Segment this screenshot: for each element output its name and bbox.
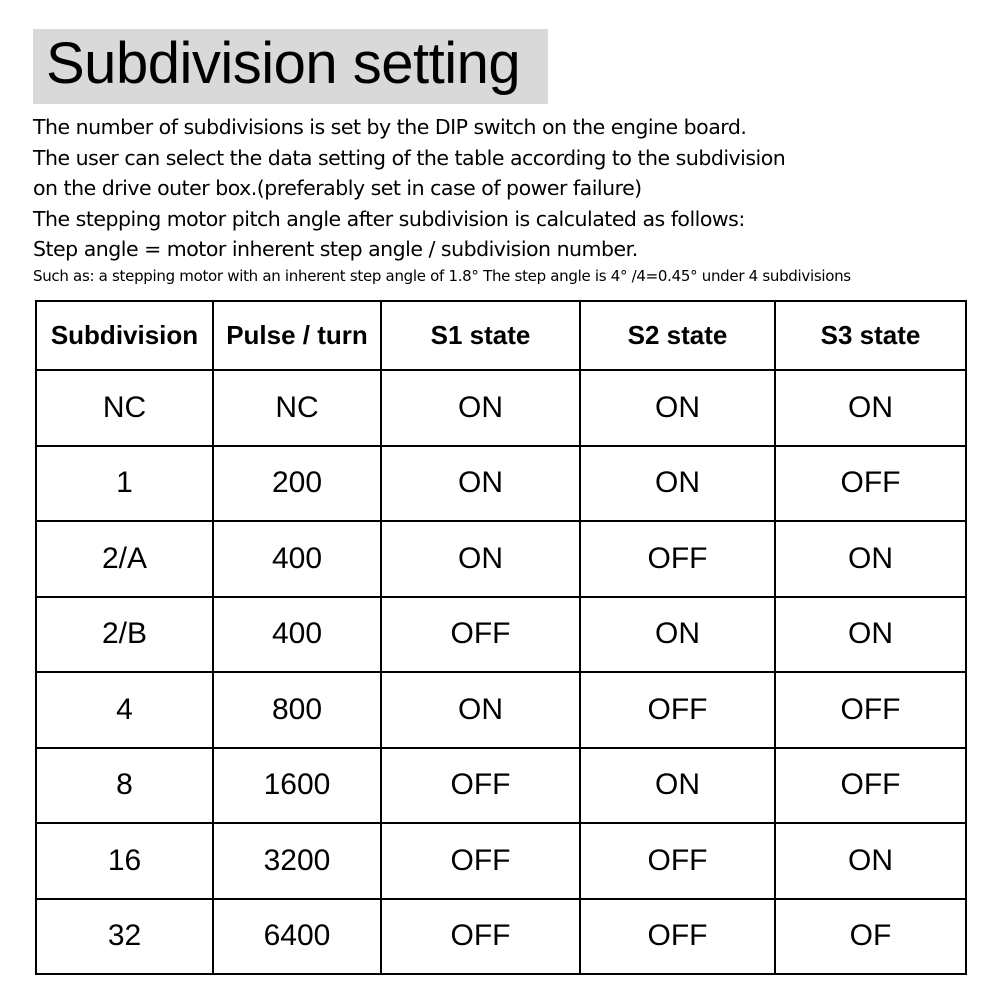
table-row (36, 672, 966, 748)
subdivision-cell: 1 (36, 446, 213, 522)
description-line: The stepping motor pitch angle after subdivision is calculated as follows: (33, 206, 745, 231)
description-block (33, 112, 993, 287)
table-row (36, 748, 966, 824)
s1-cell: ON (381, 446, 580, 522)
s2-cell: OFF (580, 672, 775, 748)
s3-cell: ON (775, 370, 966, 446)
s3-cell: OFF (775, 446, 966, 522)
subdivision-cell: 32 (36, 899, 213, 975)
subdivision-cell: 4 (36, 672, 213, 748)
description-line: on the drive outer box.(preferably set in case of power failure) (33, 176, 642, 200)
s2-cell: OFF (580, 521, 775, 597)
s2-cell: ON (580, 446, 775, 522)
s1-cell: OFF (381, 748, 580, 824)
title-banner (33, 29, 548, 104)
example-note: Such as: a stepping motor with an inherent step angle of 1.8° The step angle is 4° /4=0.45° under 4 subdivisions (33, 266, 851, 285)
header-pulse-turn: Pulse / turn (213, 301, 381, 370)
s1-cell: OFF (381, 823, 580, 899)
subdivision-table (35, 300, 967, 975)
table-row (36, 823, 966, 899)
pulse-cell: 200 (213, 446, 381, 522)
pulse-cell: 1600 (213, 748, 381, 824)
s3-cell: OFF (775, 672, 966, 748)
table-row (36, 899, 966, 975)
s3-cell: OF (775, 899, 966, 975)
s3-cell: ON (775, 521, 966, 597)
pulse-cell: 6400 (213, 899, 381, 975)
table-row (36, 370, 966, 446)
s2-cell: ON (580, 370, 775, 446)
subdivision-cell: NC (36, 370, 213, 446)
s1-cell: OFF (381, 899, 580, 975)
header-s3-state: S3 state (775, 301, 966, 370)
s1-cell: ON (381, 672, 580, 748)
pulse-cell: NC (213, 370, 381, 446)
pulse-cell: 800 (213, 672, 381, 748)
pulse-cell: 400 (213, 521, 381, 597)
subdivision-cell: 8 (36, 748, 213, 824)
description-line: Step angle = motor inherent step angle / subdivision number. (33, 237, 638, 261)
page-title: Subdivision setting (46, 31, 521, 96)
header-s2-state: S2 state (580, 301, 775, 370)
s3-cell: ON (775, 597, 966, 673)
table-row (36, 521, 966, 597)
s3-cell: ON (775, 823, 966, 899)
s1-cell: ON (381, 521, 580, 597)
header-s1-state: S1 state (381, 301, 580, 370)
table-row (36, 597, 966, 673)
s1-cell: ON (381, 370, 580, 446)
s2-cell: ON (580, 748, 775, 824)
pulse-cell: 400 (213, 597, 381, 673)
description-line: The number of subdivisions is set by the DIP switch on the engine board. (33, 115, 747, 139)
header-subdivision: Subdivision (36, 301, 213, 370)
s2-cell: OFF (580, 823, 775, 899)
pulse-cell: 3200 (213, 823, 381, 899)
s1-cell: OFF (381, 597, 580, 673)
s2-cell: ON (580, 597, 775, 673)
table-row (36, 446, 966, 522)
s2-cell: OFF (580, 899, 775, 975)
subdivision-cell: 2/B (36, 597, 213, 673)
s3-cell: OFF (775, 748, 966, 824)
description-line: The user can select the data setting of the table according to the subdivision (33, 145, 786, 170)
subdivision-cell: 2/A (36, 521, 213, 597)
subdivision-cell: 16 (36, 823, 213, 899)
table-header-row (36, 301, 966, 370)
